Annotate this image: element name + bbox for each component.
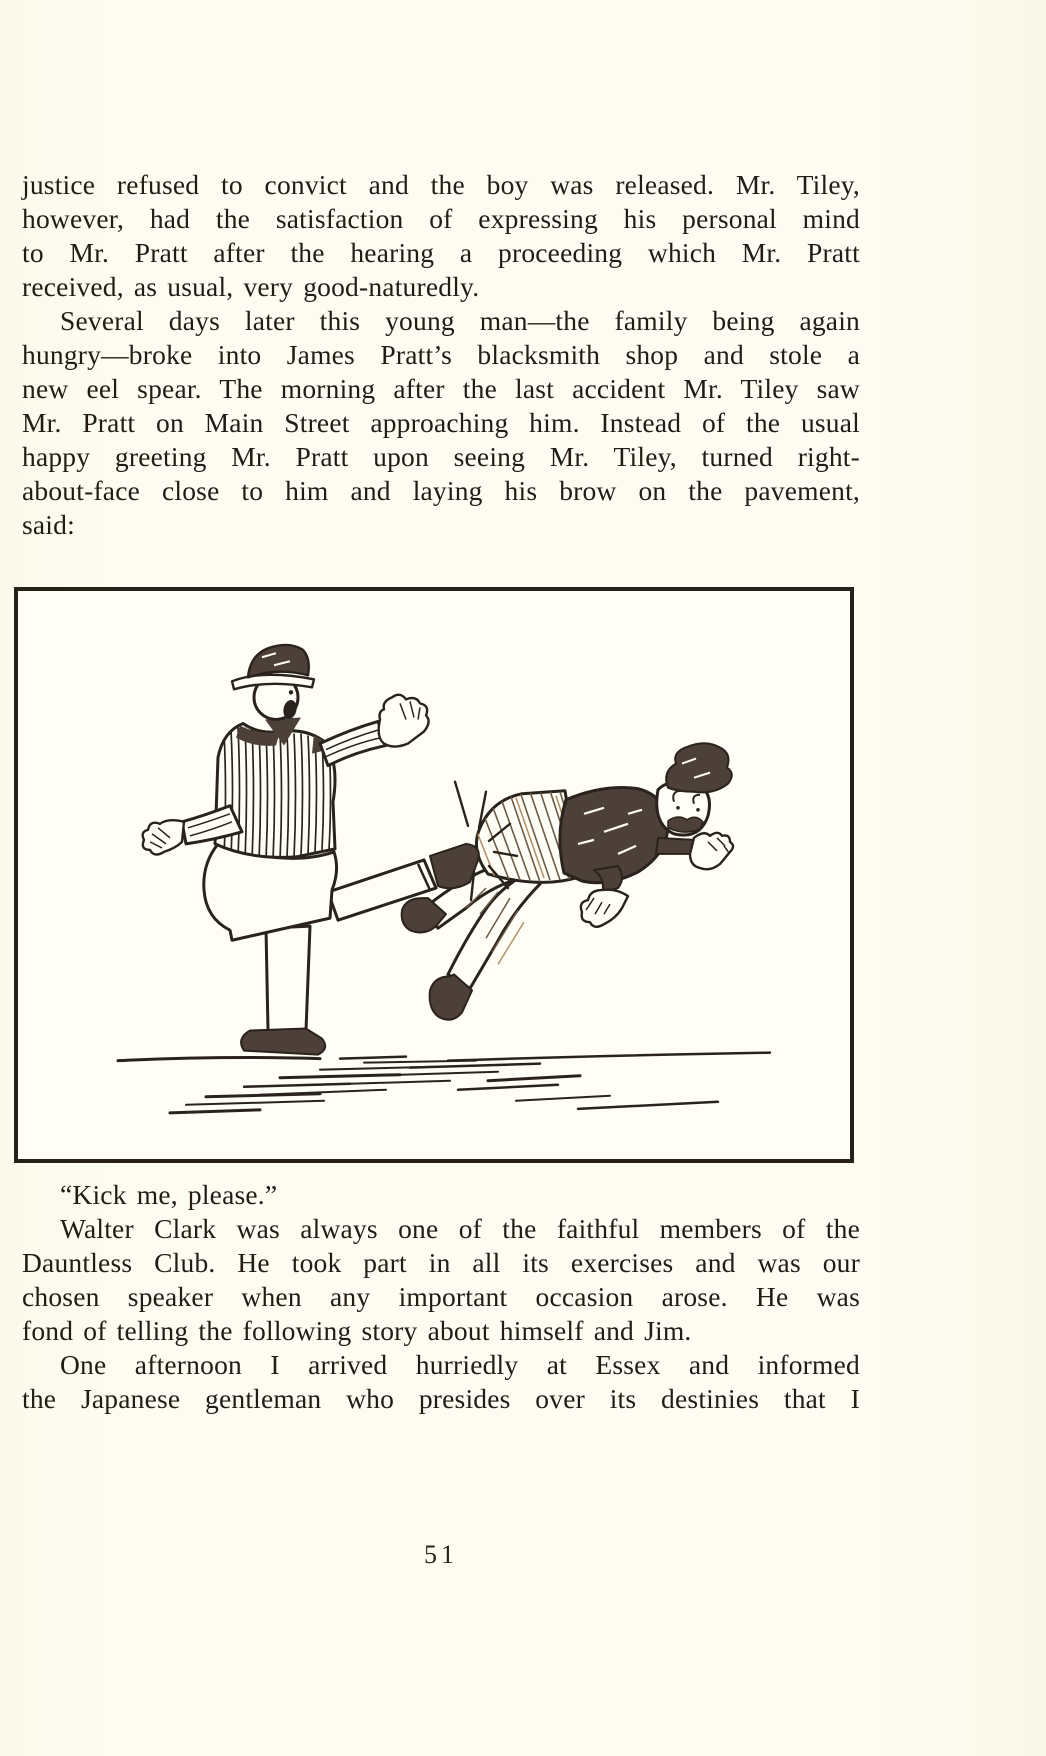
text-line: the Japanese gentleman who presides over its destinies that I [22, 1383, 860, 1414]
text-line: said: [22, 509, 75, 540]
paragraph-continuation [22, 168, 860, 304]
text-line: about-face close to him and laying his brow on the pavement, [22, 475, 860, 506]
text-line: Several days later this young man—the family being again [60, 305, 860, 336]
paragraph-several-days [22, 304, 860, 542]
text-line: new eel spear. The morning after the last accident Mr. Tiley saw [22, 373, 860, 404]
text-line: fond of telling the following story about himself and Jim. [22, 1315, 692, 1346]
paragraph-one-afternoon [22, 1348, 860, 1416]
text-line: to Mr. Pratt after the hearing a proceeding which Mr. Pratt [22, 237, 860, 268]
quote-kick-me [22, 1178, 860, 1212]
text-line: chosen speaker when any important occasion arose. He was [22, 1281, 860, 1312]
bottom-text-block [22, 1178, 860, 1416]
page-number: 51 [424, 1540, 458, 1569]
figure-kicker [143, 645, 479, 1055]
text-line: justice refused to convict and the boy was released. Mr. Tiley, [22, 169, 860, 200]
top-text-block [22, 168, 860, 542]
illustration-frame [14, 587, 854, 1163]
ground-shading [118, 1053, 770, 1113]
text-line: received, as usual, very good-naturedly. [22, 271, 480, 302]
text-line: hungry—broke into James Pratt’s blacksmith shop and stole a [22, 339, 860, 370]
text-line: however, had the satisfaction of expressing his personal mind [22, 203, 860, 234]
text-line: Mr. Pratt on Main Street approaching him. Instead of the usual [22, 407, 860, 438]
text-line: “Kick me, please.” [60, 1179, 278, 1210]
paragraph-walter-clark [22, 1212, 860, 1348]
text-line: Dauntless Club. He took part in all its exercises and was our [22, 1247, 860, 1278]
illustration-kick-cartoon [18, 591, 850, 1159]
text-line: One afternoon I arrived hurriedly at Essex and informed [60, 1349, 860, 1380]
text-line: happy greeting Mr. Pratt upon seeing Mr. Tiley, turned right- [22, 441, 860, 472]
text-line: Walter Clark was always one of the faithful members of the [60, 1213, 860, 1244]
